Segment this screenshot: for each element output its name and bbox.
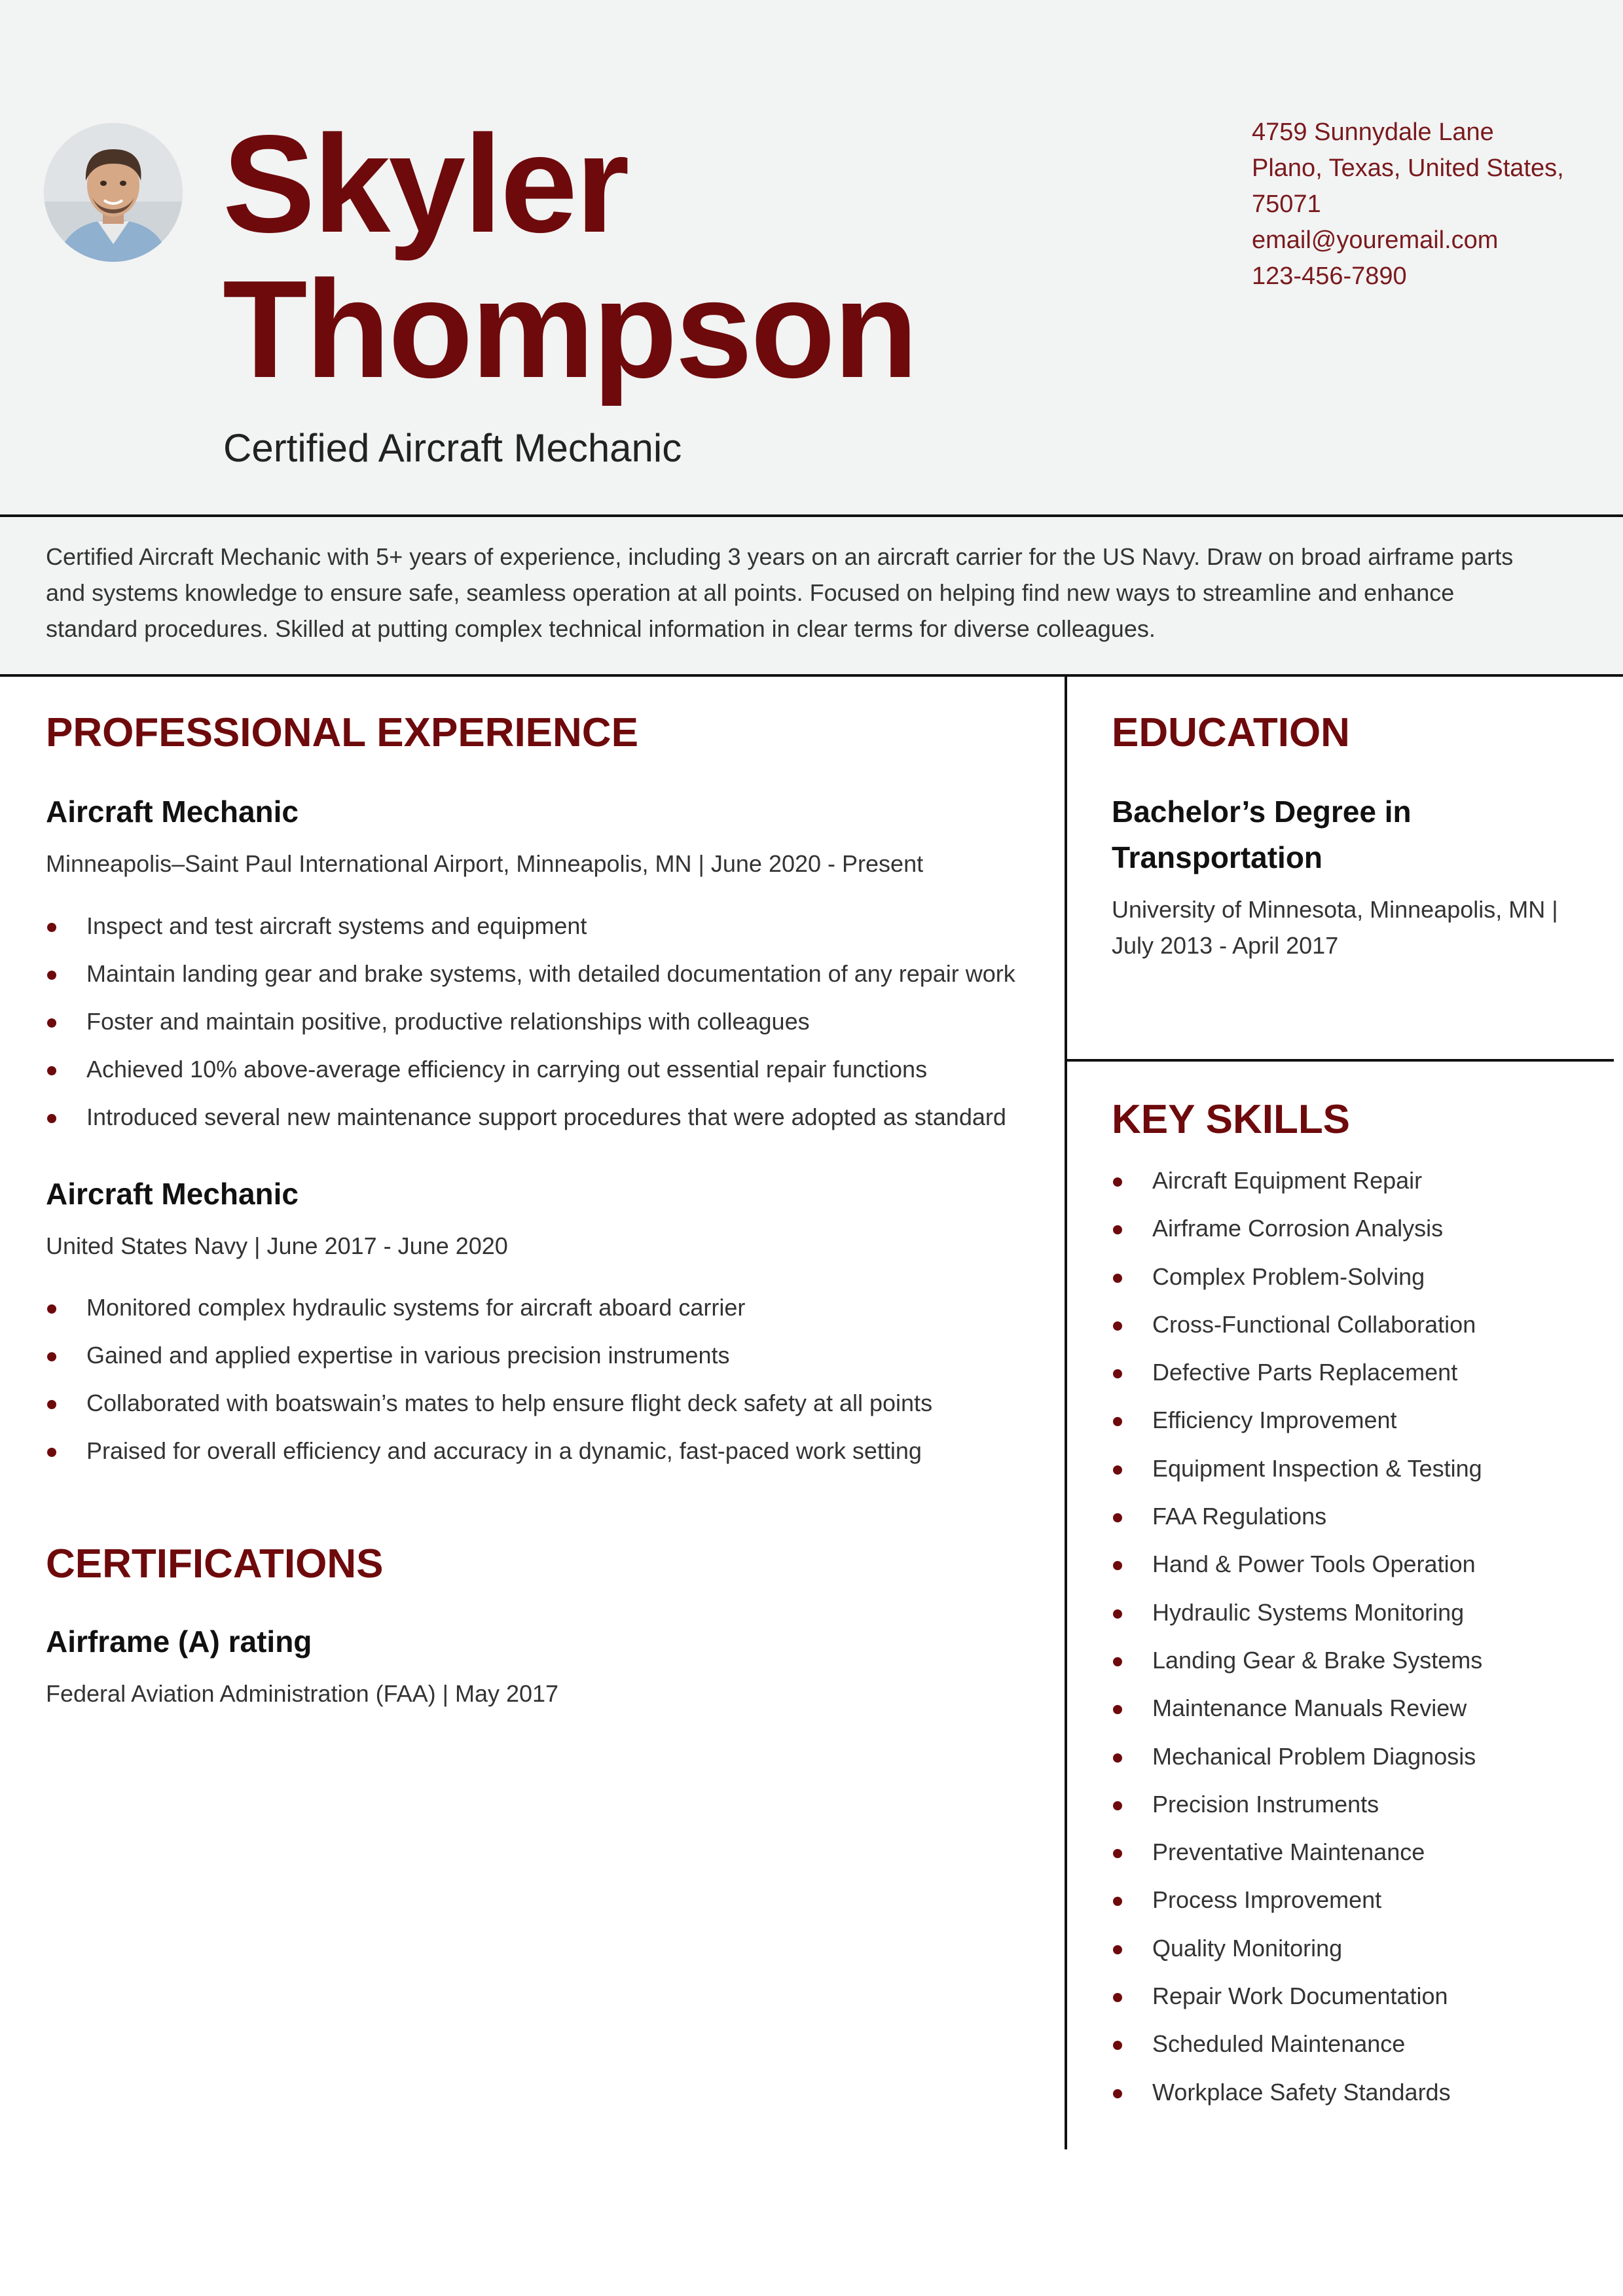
skill-item: Hand & Power Tools Operation [1112,1540,1482,1588]
skill-item: Defective Parts Replacement [1112,1348,1482,1396]
skill-item: Hydraulic Systems Monitoring [1112,1588,1482,1636]
skill-item: Equipment Inspection & Testing [1112,1444,1482,1492]
list-item: Introduced several new maintenance support procedures that were adopted as standard [46,1093,1015,1141]
phone-number[interactable]: 123-456-7890 [1252,262,1407,290]
skill-item: Scheduled Maintenance [1112,2020,1482,2068]
certifications-heading: CERTIFICATIONS [46,1541,384,1587]
list-item: Inspect and test aircraft systems and equipment [46,902,1015,950]
skill-item: Precision Instruments [1112,1780,1482,1828]
certification-meta: Federal Aviation Administration (FAA) | May 2017 [46,1680,559,1707]
job-1-role: Aircraft Mechanic [46,795,299,829]
job-2-bullets [46,1283,932,1475]
degree-line-1: Bachelor’s Degree in [1112,795,1412,829]
experience-heading: PROFESSIONAL EXPERIENCE [46,710,638,755]
skill-item: Cross-Functional Collaboration [1112,1300,1482,1348]
address-line-1: 4759 Sunnydale Lane [1252,118,1494,146]
job-1-bullets [46,902,1015,1141]
skill-item: FAA Regulations [1112,1492,1482,1540]
education-meta-2: July 2013 - April 2017 [1112,932,1339,959]
person-photo-icon [44,123,183,262]
candidate-name [223,106,917,406]
skill-item: Quality Monitoring [1112,1924,1482,1972]
first-name: Skyler [223,106,628,261]
skills-heading: KEY SKILLS [1112,1097,1351,1142]
skill-item: Airframe Corrosion Analysis [1112,1204,1482,1252]
job-2-role: Aircraft Mechanic [46,1177,299,1211]
skill-item: Workplace Safety Standards [1112,2068,1482,2116]
skill-item: Process Improvement [1112,1876,1482,1924]
avatar [44,123,183,262]
certification-name: Airframe (A) rating [46,1624,312,1659]
list-item: Praised for overall efficiency and accuracy in a dynamic, fast-paced work setting [46,1427,932,1475]
list-item: Gained and applied expertise in various precision instruments [46,1331,932,1379]
list-item: Achieved 10% above-average efficiency in carrying out essential repair functions [46,1045,1015,1093]
column-divider [1065,677,1067,2149]
skill-item: Mechanical Problem Diagnosis [1112,1732,1482,1780]
resume-header [0,0,1623,517]
skill-item: Aircraft Equipment Repair [1112,1157,1482,1204]
degree-line-2: Transportation [1112,840,1323,874]
skill-item: Efficiency Improvement [1112,1396,1482,1444]
education-meta-1: University of Minnesota, Minneapolis, MN | [1112,896,1558,923]
job-2-meta: United States Navy | June 2017 - June 2020 [46,1232,508,1259]
skill-item: Preventative Maintenance [1112,1828,1482,1876]
skill-item: Repair Work Documentation [1112,1972,1482,2020]
skill-item: Maintenance Manuals Review [1112,1684,1482,1732]
summary-text: Certified Aircraft Mechanic with 5+ years of experience, including 3 years on an aircraft carrier for the US Navy. Draw on broad airframe parts and systems knowledge to ensure safe, seamless operation at all points. Focused on helping find new ways to streamline and enhance standard procedures. Skilled at putting complex technical information in clear terms for diverse colleagues. [46,543,1514,642]
last-name: Thompson [223,251,917,406]
list-item: Collaborated with boatswain’s mates to help ensure flight deck safety at all points [46,1379,932,1427]
address-line-3: 75071 [1252,190,1321,218]
email-link[interactable]: email@youremail.com [1252,226,1499,254]
list-item: Maintain landing gear and brake systems, with detailed documentation of any repair work [46,950,1015,997]
job-title: Certified Aircraft Mechanic [223,426,682,470]
skill-item: Complex Problem-Solving [1112,1253,1482,1300]
list-item: Monitored complex hydraulic systems for aircraft aboard carrier [46,1283,932,1331]
skills-list [1112,1157,1482,2116]
list-item: Foster and maintain positive, productive relationships with colleagues [46,997,1015,1045]
job-1-meta: Minneapolis–Saint Paul International Airport, Minneapolis, MN | June 2020 - Present [46,850,924,877]
right-section-divider [1067,1059,1614,1062]
contact-block [1252,115,1564,295]
skill-item: Landing Gear & Brake Systems [1112,1636,1482,1684]
education-heading: EDUCATION [1112,710,1350,755]
address-line-2: Plano, Texas, United States, [1252,154,1564,182]
summary-section [0,517,1623,677]
